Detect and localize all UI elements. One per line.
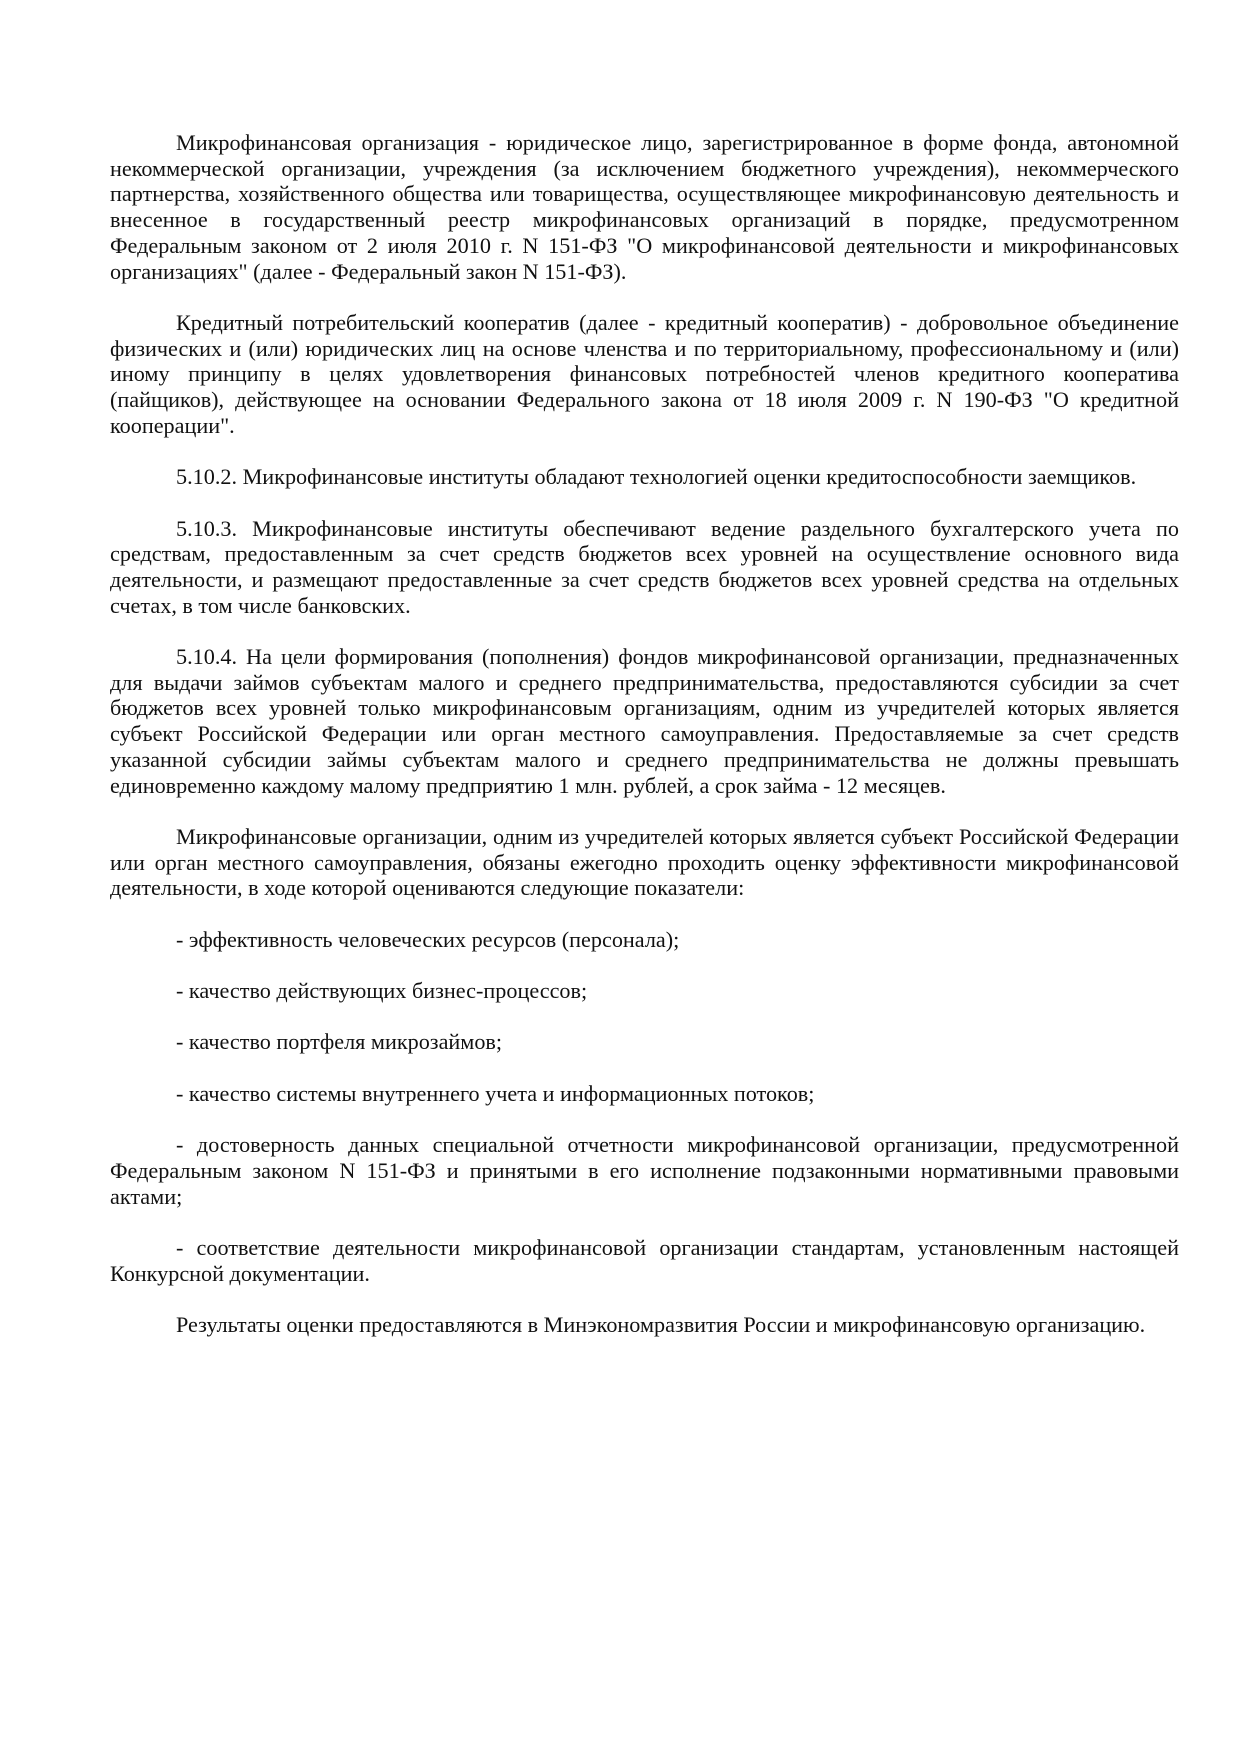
paragraph-credit-cooperative-definition: Кредитный потребительский кооператив (далее - кредитный кооператив) - добровольное объединение физических и (или) юридических лиц на основе членства и по территориальному, профессиональному и (или) иному принципу в целях удовлетворения финансовых потребностей членов кредитного кооператива (пайщиков), действующее на основании Федерального закона от 18 июля 2009 г. N 190-ФЗ "О кредитной кооперации". xyxy=(110,309,1179,438)
paragraph-evaluation-intro: Микрофинансовые организации, одним из учредителей которых является субъект Российской Федерации или орган местного самоуправления, обязаны ежегодно проходить оценку эффективности микрофинансовой деятельности, в ходе которой оцениваются следующие показатели: xyxy=(110,823,1179,901)
clause-5-10-3: 5.10.3. Микрофинансовые институты обеспечивают ведение раздельного бухгалтерского учета по средствам, предоставленным за счет средств бюджетов всех уровней на осуществление основного вида деятельности, и размещают предоставленные за счет средств бюджетов всех уровней средства на отдельных счетах, в том числе банковских. xyxy=(110,515,1179,618)
list-item-indicator: - качество действующих бизнес-процессов; xyxy=(176,978,588,1004)
list-item-indicator: - качество портфеля микрозаймов; xyxy=(176,1029,503,1055)
clause-5-10-2: 5.10.2. Микрофинансовые институты обладают технологией оценки кредитоспособности заемщиков. xyxy=(176,464,1137,490)
clause-5-10-4: 5.10.4. На цели формирования (пополнения) фондов микрофинансовой организации, предназначенных для выдачи займов субъектам малого и среднего предпринимательства, предоставляются субсидии за счет бюджетов всех уровней только микрофинансовым организациям, одним из учредителей которых является субъект Российской Федерации или орган местного самоуправления. Предоставляемые за счет средств указанной субсидии займы субъектам малого и среднего предпринимательства не должны превышать единовременно каждому малому предприятию 1 млн. рублей, а срок займа - 12 месяцев. xyxy=(110,644,1179,798)
list-item-indicator: - соответствие деятельности микрофинансовой организации стандартам, установленным настоящей Конкурсной документации. xyxy=(110,1235,1179,1286)
document-page xyxy=(110,130,1179,1364)
list-item-indicator: - качество системы внутреннего учета и информационных потоков; xyxy=(176,1080,815,1106)
list-item-indicator: - эффективность человеческих ресурсов (персонала); xyxy=(176,926,680,952)
paragraph-mfo-definition: Микрофинансовая организация - юридическое лицо, зарегистрированное в форме фонда, автономной некоммерческой организации, учреждения (за исключением бюджетного учреждения), некоммерческого партнерства, хозяйственного общества или товарищества, осуществляющее микрофинансовую деятельность и внесенное в государственный реестр микрофинансовых организаций в порядке, предусмотренном Федеральным законом от 2 июля 2010 г. N 151-ФЗ "О микрофинансовой деятельности и микрофинансовых организациях" (далее - Федеральный закон N 151-ФЗ). xyxy=(110,130,1179,284)
paragraph-results: Результаты оценки предоставляются в Минэкономразвития России и микрофинансовую организацию. xyxy=(176,1312,1146,1338)
list-item-indicator: - достоверность данных специальной отчетности микрофинансовой организации, предусмотренной Федеральным законом N 151-ФЗ и принятыми в его исполнение подзаконными нормативными правовыми актами; xyxy=(110,1132,1179,1209)
